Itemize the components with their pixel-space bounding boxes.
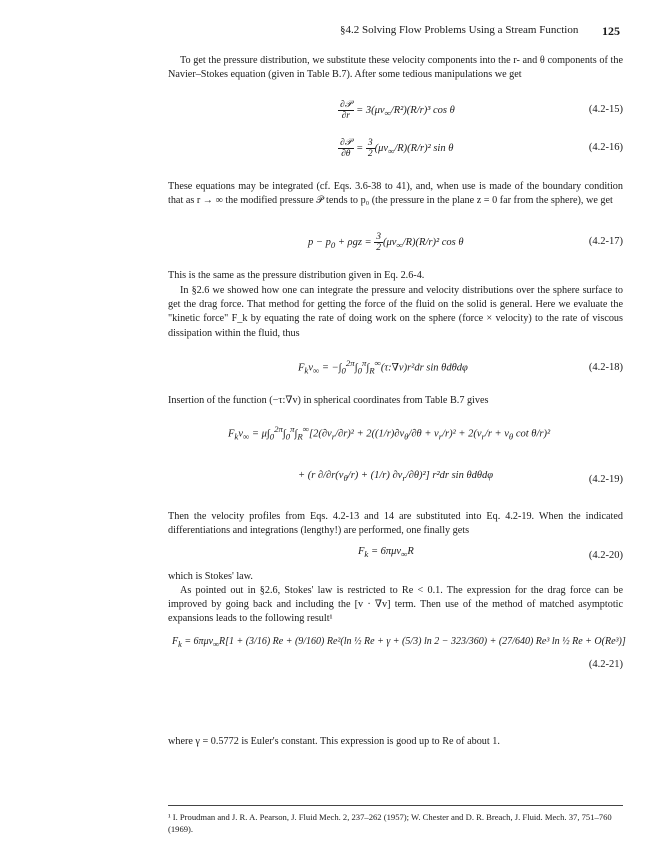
equation-number: (4.2-18) xyxy=(588,362,623,373)
equation-4-2-21-number xyxy=(168,655,623,677)
section-title: §4.2 Solving Flow Problems Using a Stream Function xyxy=(340,24,579,36)
paragraph-velocity-profiles: Then the velocity profiles from Eqs. 4.2-13 and 14 are substituted into Eq. 4.2-19. When the indicated differentiations and integrations (lengthy!) are performed, one finally gets xyxy=(168,511,623,537)
paragraph-euler: where γ = 0.5772 is Euler's constant. This expression is good up to Re of about 1. xyxy=(168,736,500,747)
paragraph-insertion: Insertion of the function (−τ:∇v) in spherical coordinates from Table B.7 gives xyxy=(168,395,489,406)
paragraph-drag-method: In §2.6 we showed how one can integrate the pressure and velocity distributions over the sphere surface to get the drag force. That method for getting the force of the fluid on the solid is general. Here we evaluate the "kinetic force" F_k by equating the rate of doing work on the sphere (force × velocity) to the rate of viscous dissipation within the fluid, thus xyxy=(168,285,623,339)
equation-4-2-21: $F_k = 6\pi\mu v_\infty R[1 + (3/16) Re + (9/160)$ Re²(ln ½ Re + γ + (5/3) ln 2 − 323/360) + (27/640) Re³ ln ½ Re + O(Re³)] xyxy=(172,636,626,649)
equation-number: (4.2-20) xyxy=(588,550,623,561)
paragraph-same-as: This is the same as the pressure distribution given in Eq. 2.6-4. xyxy=(168,270,425,281)
running-header xyxy=(340,24,620,39)
equation-number: (4.2-21) xyxy=(588,659,623,670)
equation-4-2-18: $F_kv_\infty$ = $-\int_0^{2\pi}\int_0^\pi\int_R^\infty(\tau:\nabla v)r^2dr$ sin θdθdφ (4.2-18) xyxy=(298,358,623,376)
paragraph-improvement: As pointed out in §2.6, Stokes' law is restricted to Re < 0.1. The expression for the drag force can be improved by going back and including the [v · ∇v] term. Then use of the method of matched asymptotic expansions leads to the following result¹ xyxy=(168,585,623,625)
footnote-divider xyxy=(168,805,623,806)
footnote: ¹ I. Proudman and J. R. A. Pearson, J. Fluid Mech. 2, 237–262 (1957); W. Chester and D. R. Breach, J. Fluid. Mech. 37, 751–760 (1969). xyxy=(168,812,612,834)
equation-4-2-16: $\frac{\text{∂𝒫}}{\partial\theta}$ = $\frac{3}{2}$ $(\mu v_\infty/R)(R/r)^2$ sin θ (4.2-16) xyxy=(340,138,623,159)
equation-number: (4.2-19) xyxy=(588,474,623,485)
equation-number: (4.2-17) xyxy=(588,236,623,247)
paragraph-integration: These equations may be integrated (cf. Eqs. 3.6-38 to 41), and, when use is made of the boundary condition that as r → ∞ the modified pressure 𝒫 tends to p₀ (the pressure in the plane z = 0 far from the sphere), we get xyxy=(168,181,623,207)
paragraph-intro: To get the pressure distribution, we substitute these velocity components into the r- and θ components of the Navier–Stokes equation (given in Table B.7). After some tedious manipulations we get xyxy=(168,55,623,81)
equation-4-2-20: $F_k = 6\pi\mu v_\infty R$ (4.2-20) xyxy=(358,546,623,561)
equation-4-2-19-line-2: + (r $\partial/\partial r(v_\theta/r) + (1/r)$ $\partial v_r/\partial\theta)^2$] r²dr sin θdθdφ (4.2-19) xyxy=(298,470,623,485)
page-number: 125 xyxy=(602,24,620,38)
equation-4-2-17: $p - p_0 + \rho gz$ = $\frac{3}{2}$ $(\mu v_\infty/R)(R/r)^2$ cos θ (4.2-17) xyxy=(308,232,623,253)
equation-4-2-15: $\frac{\text{∂𝒫}}{\partial r}$ = $3(\mu v_\infty/R^2)(R/r)^3$ cos θ (4.2-15) xyxy=(340,100,623,121)
equation-number: (4.2-16) xyxy=(588,142,623,153)
paragraph-stokes: which is Stokes' law. xyxy=(168,571,253,582)
equation-number: (4.2-15) xyxy=(588,104,623,115)
equation-4-2-19-line-1: $F_kv_\infty = \mu\int_0^{2\pi}\int_0^\pi\int_R^\infty[2(\partial v_r/\partial r)^2 + 2((1/r)\partial v_\theta/\partial\theta + v_r/r)^2 + 2(v_r/r + v_\theta$ cot θ/r)² xyxy=(228,424,551,442)
